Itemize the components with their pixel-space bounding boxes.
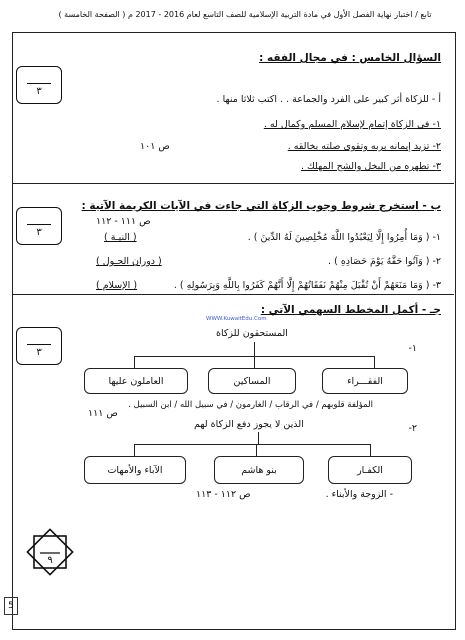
diagram-2-root: الذين لا يجوز دفع الزكاة لهم	[194, 419, 304, 430]
verse-2: ٢- ( وَآتُوا حَقَّهُ يَوْمَ حَصَادِهِ ) .	[328, 256, 441, 267]
part-a-prompt: أ - للزكاة أثر كبير على الفرد والجماعة . . اكتب ثلاثا منها .	[216, 94, 441, 105]
score-value: ٣	[36, 347, 42, 358]
answer-line-3: ٣- تطهره من البخل والشح المهلك .	[300, 161, 441, 172]
connector	[370, 444, 371, 456]
divider	[12, 294, 454, 295]
diagram-2-box-banu-hashim: بنو هاشم	[214, 456, 304, 484]
verse-3-answer: ( الإسلام )	[96, 280, 138, 291]
page-number: 5	[4, 597, 18, 615]
diagram-2-note: - الزوجة والأبناء .	[325, 489, 393, 500]
diagram-1-number: ١-	[408, 343, 417, 354]
page-header: تابع / اختبار نهاية الفصل الأول في مادة التربية الإسلامية للصف التاسع لعام 2016 - 2017 م ( الصفحة الخامسة )	[58, 10, 432, 19]
diagram-2-box-parents: الآباء والأمهات	[84, 456, 186, 484]
diagram-1-box-poor: الفقـــراء	[322, 368, 408, 394]
connector	[374, 356, 375, 368]
total-score-star-icon	[22, 524, 78, 580]
total-score: ٩	[47, 555, 53, 566]
answer-line-2: ٢- تزيد إيمانه بربه وتقوى صلته بخالقه .	[287, 141, 441, 152]
verse-1: ١- ( وَمَا أُمِرُوا إِلَّا لِيَعْبُدُوا اللَّهَ مُخْلِصِينَ لَهُ الدِّينَ ) .	[247, 232, 441, 243]
verse-2-answer: ( دوران الحـول )	[96, 256, 162, 267]
page-reference: ص ١١١ - ١١٢	[96, 216, 151, 227]
score-value: ٣	[36, 86, 42, 97]
connector	[254, 342, 255, 356]
connector	[134, 444, 135, 456]
question-title: السؤال الخامس : في مجال الفقه :	[259, 52, 441, 64]
diagram-1-box-needy: المساكين	[208, 368, 296, 394]
diagram-1-note: المؤلفة قلوبهم / في الرقاب / الغارمون / في سبيل الله / ابن السبيل .	[128, 400, 373, 410]
connector	[134, 356, 135, 368]
divider	[12, 183, 454, 184]
verse-1-answer: ( النيـة )	[104, 232, 137, 243]
diagram-2-number: ٢-	[408, 423, 417, 434]
score-box-c	[16, 327, 62, 365]
page-reference: ص ١١٢ - ١١٣	[196, 489, 251, 500]
diagram-1-box-workers: العاملون عليها	[84, 368, 188, 394]
page-reference: ص ١٠١	[140, 141, 170, 152]
connector	[258, 432, 259, 444]
score-value: ٣	[36, 227, 42, 238]
part-b-title: ب - استخرج شروط وجوب الزكاة التي جاءت في الآيات الكريمة الآتية :	[81, 200, 441, 212]
diagram-1-root: المستحقون للزكاة	[216, 328, 288, 339]
answer-line-1: ١- في الزكاة إتمام لإسلام المسلم وكمال له .	[263, 119, 441, 130]
page-reference: ص ١١١	[88, 408, 118, 419]
connector	[134, 444, 370, 445]
score-box-a	[16, 66, 62, 104]
watermark: WWW.KuwaitEdu.Com	[206, 316, 267, 322]
verse-3: ٣- ( وَمَا مَنَعَهُمْ أَنْ تُقْبَلَ مِنْهُمْ نَفَقَاتُهُمْ إِلَّا أَنَّهُمْ كَفَرُوا بِاللَّهِ وَبِرَسُولِهِ ) .	[173, 280, 441, 291]
part-c-title: جـ - أكمل المخطط السهمي الآتي :	[260, 304, 441, 316]
score-box-b	[16, 207, 62, 245]
diagram-2-box-disbelievers: الكفـار	[328, 456, 412, 484]
connector	[256, 444, 257, 456]
connector	[254, 356, 255, 368]
